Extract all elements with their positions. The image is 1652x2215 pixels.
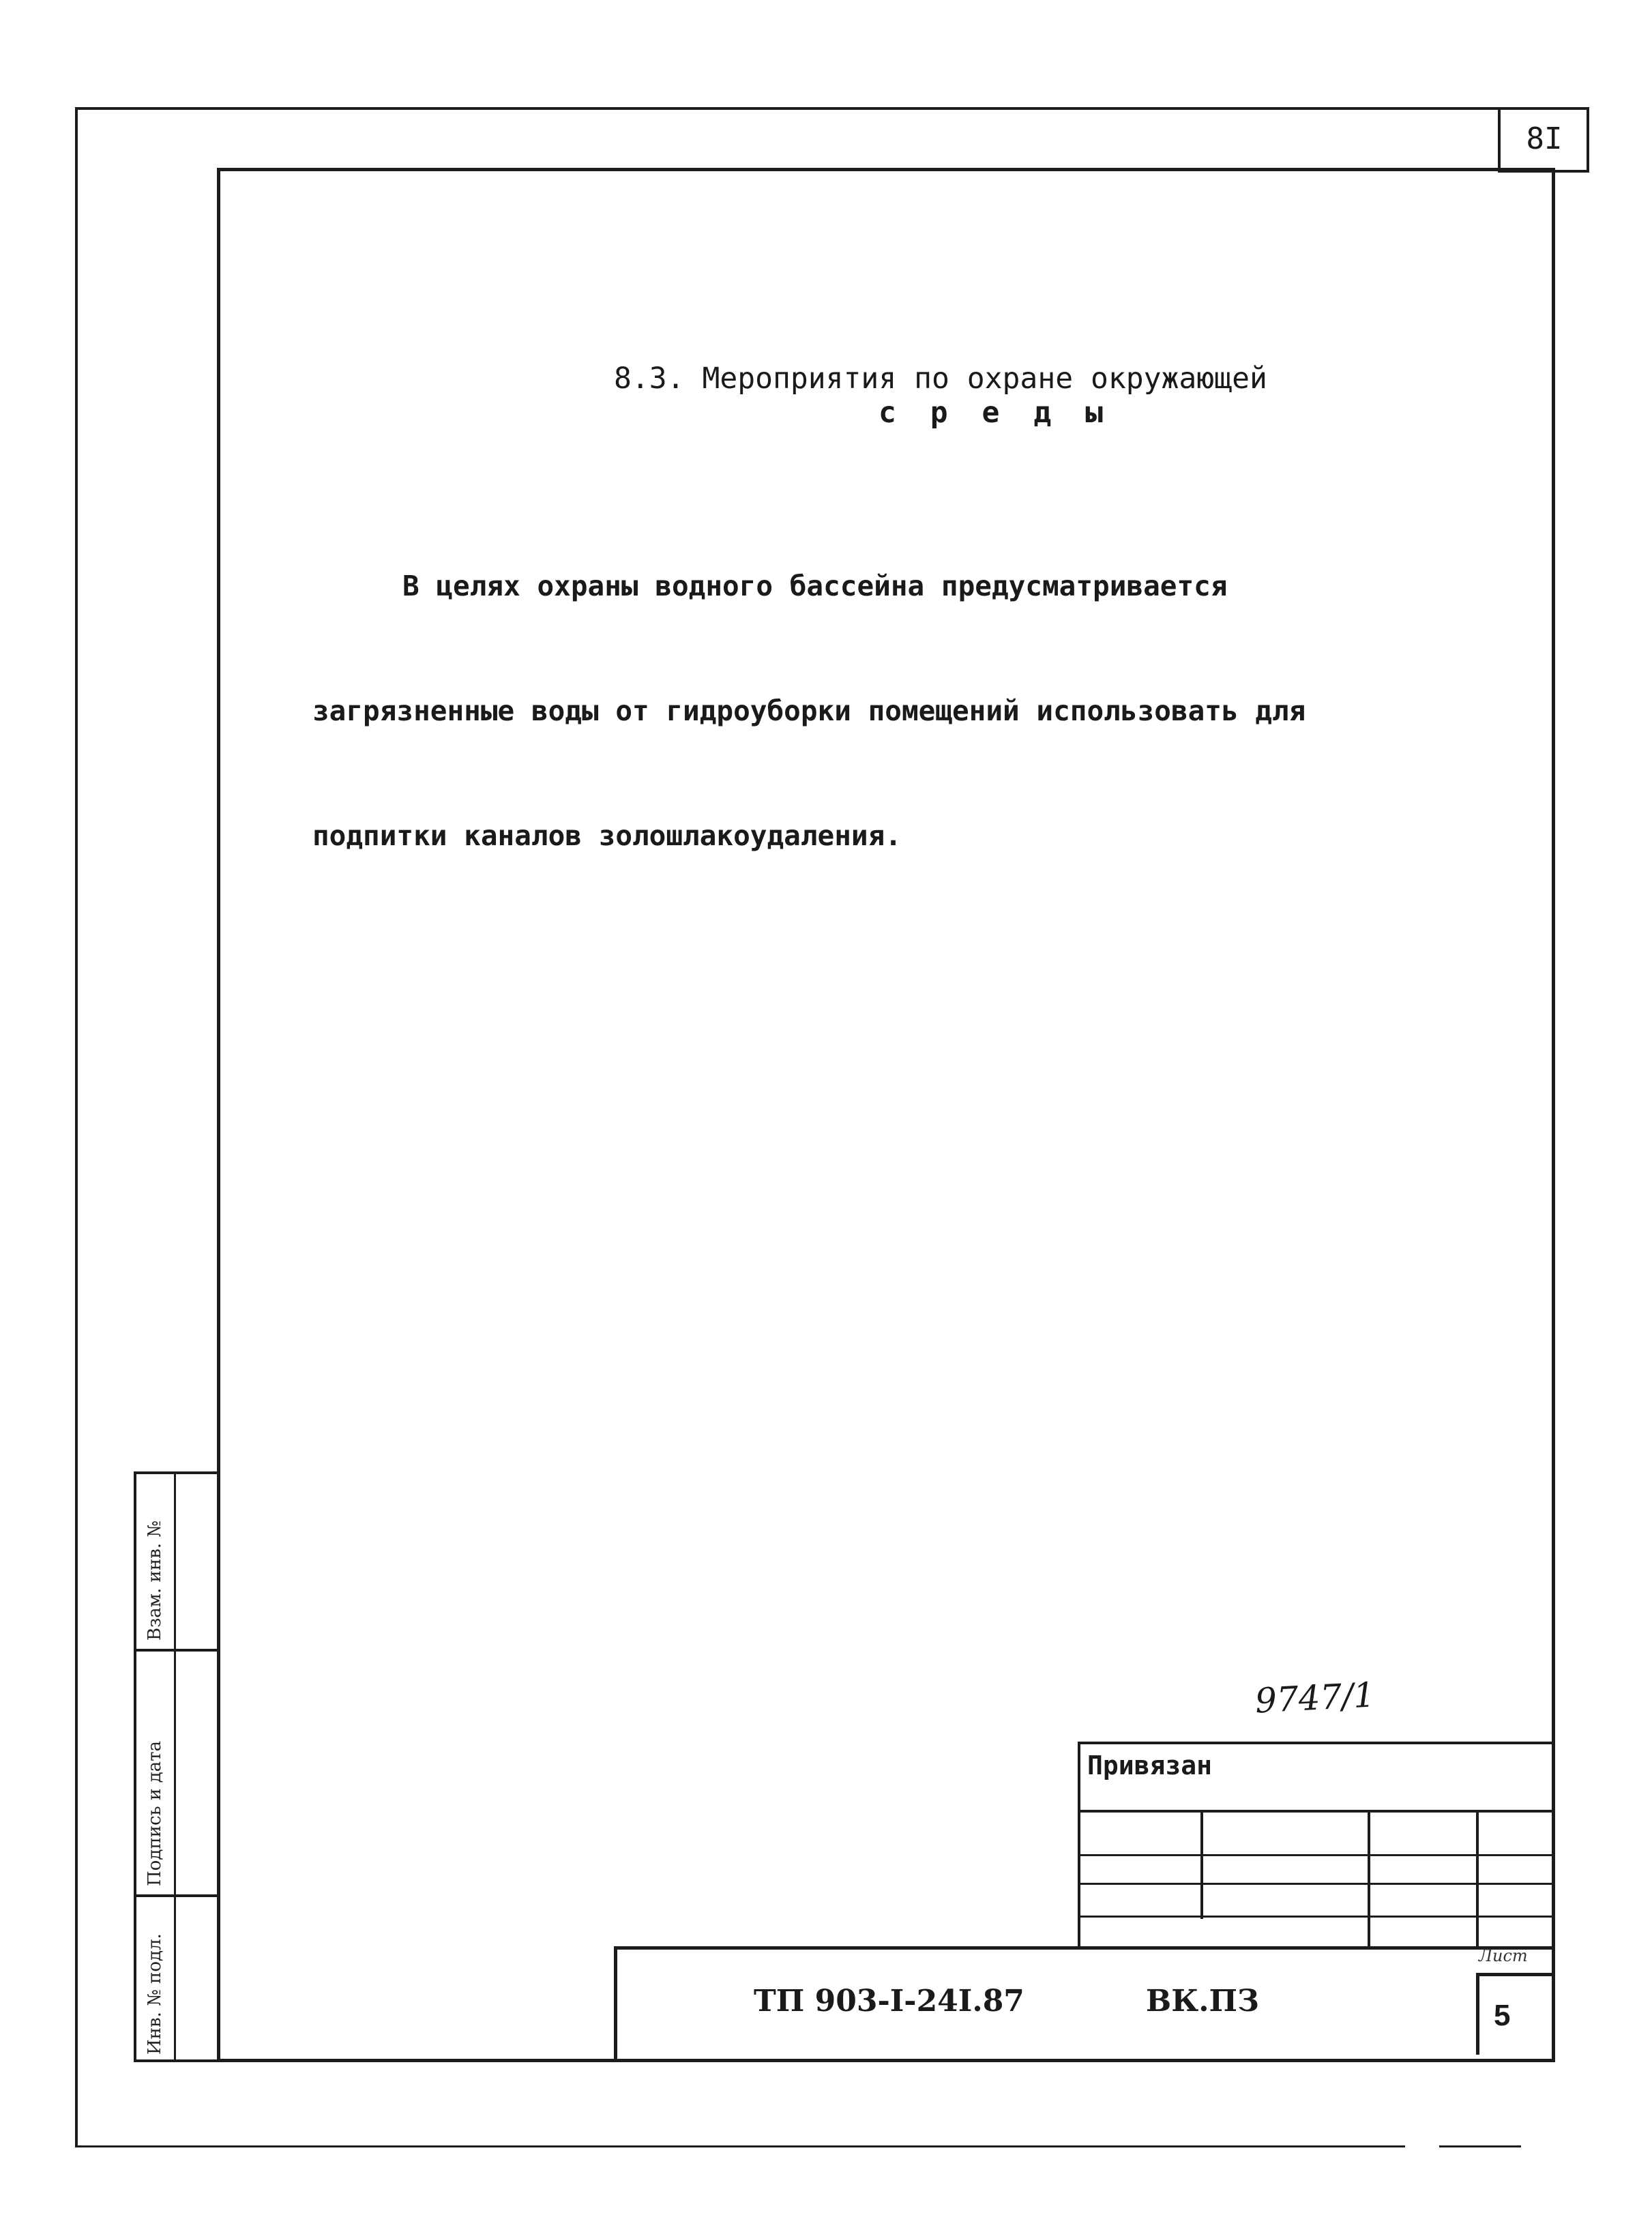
outer-frame-bottom: [1439, 2145, 1521, 2147]
table-line: [1078, 1854, 1555, 1856]
inv-podl-label: Инв. № подл.: [145, 1933, 165, 2055]
sheet-number: 5: [1494, 1999, 1511, 2032]
table-line: [1368, 1810, 1370, 1946]
body-line-2: загрязненные воды от гидроуборки помещений использовать для: [312, 694, 1306, 727]
body-paragraph: [312, 482, 1540, 898]
table-line: [1200, 1810, 1203, 1919]
body-line-1: В целях охраны водного бассейна предусматривается: [402, 570, 1228, 602]
sheet-number-box: [1476, 1973, 1552, 2055]
table-line: [1078, 1883, 1555, 1885]
side-stamp-divider: [134, 2059, 218, 2062]
heading-line-1: 8.3. Мероприятия по охране окружающей: [614, 362, 1267, 396]
table-line: [1078, 1916, 1555, 1918]
table-line: [1078, 1810, 1555, 1813]
body-line-3: подпитки каналов золошлакоудаления.: [312, 819, 902, 852]
heading-line-2: с р е д ы: [879, 396, 1111, 430]
side-stamp-divider: [134, 1649, 218, 1652]
vzam-inv-label: Взам. инв. №: [145, 1521, 165, 1641]
privyazan-label: Привязан: [1087, 1750, 1213, 1780]
outer-frame-bottom: [75, 2145, 1405, 2147]
podpis-data-label: Подпись и дата: [145, 1741, 165, 1886]
section-heading: [477, 362, 1432, 430]
document-code: ТП 903-I-24I.87: [754, 1984, 1024, 2019]
handwritten-number: 9747/1: [1254, 1675, 1376, 1721]
section-code: ВК.ПЗ: [1146, 1984, 1259, 2019]
page-number: 8I: [1526, 121, 1563, 156]
sheet-label: Лист: [1479, 1946, 1528, 1965]
side-stamp-divider: [134, 1894, 218, 1897]
table-line: [1476, 1810, 1479, 1946]
page-number-box: [1498, 107, 1588, 173]
table-line: [1078, 1742, 1555, 1744]
inner-frame: [217, 168, 1555, 2062]
